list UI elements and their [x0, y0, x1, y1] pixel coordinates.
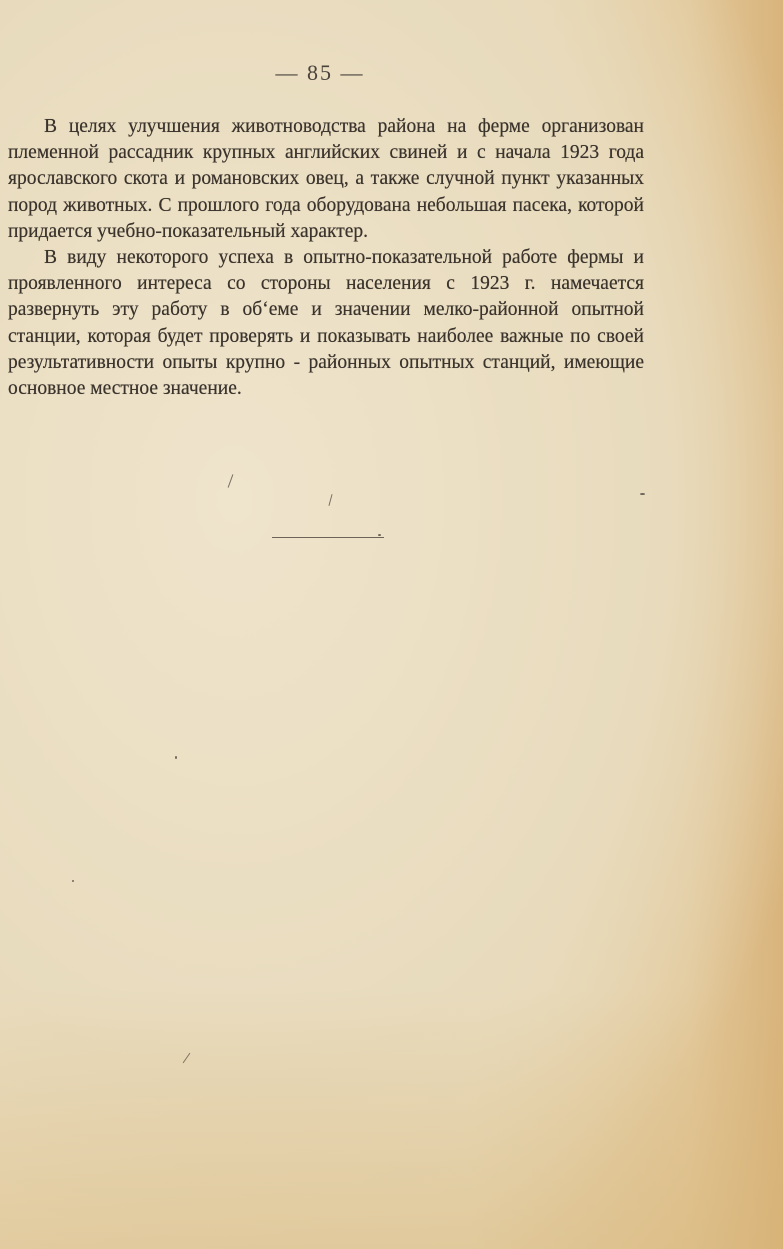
scan-mark: [183, 1053, 191, 1063]
scan-speck: [72, 880, 74, 882]
scan-mark: [228, 474, 234, 487]
scan-speck: [378, 534, 381, 536]
page-number: — 85 —: [275, 60, 365, 85]
scan-speck: [640, 493, 645, 495]
paragraph-1: В целях улучшения животноводства района на ферме организован племенной рассадник крупных английских свиней и с начала 1923 года ярославского скота и романовских овец, а также случной пункт указанных пород животных. С прошлого года оборудована небольшая пасека, которой придается учебно-показательный характер.: [8, 116, 644, 242]
paragraph-2: В виду некоторого успеха в опытно-показательной работе фермы и проявленного интереса со стороны населения с 1923 г. намечается развернуть эту работу в об‘еме и значении мелко-районной опытной станции, которая будет проверять и показывать наиболее важные по своей результативности опыты крупно - районных опытных станций, имеющие основное местное значение.: [8, 247, 644, 400]
scan-speck: [175, 756, 177, 759]
scan-mark: [328, 494, 332, 506]
section-divider-rule: [272, 537, 384, 538]
body-text: [8, 114, 644, 402]
